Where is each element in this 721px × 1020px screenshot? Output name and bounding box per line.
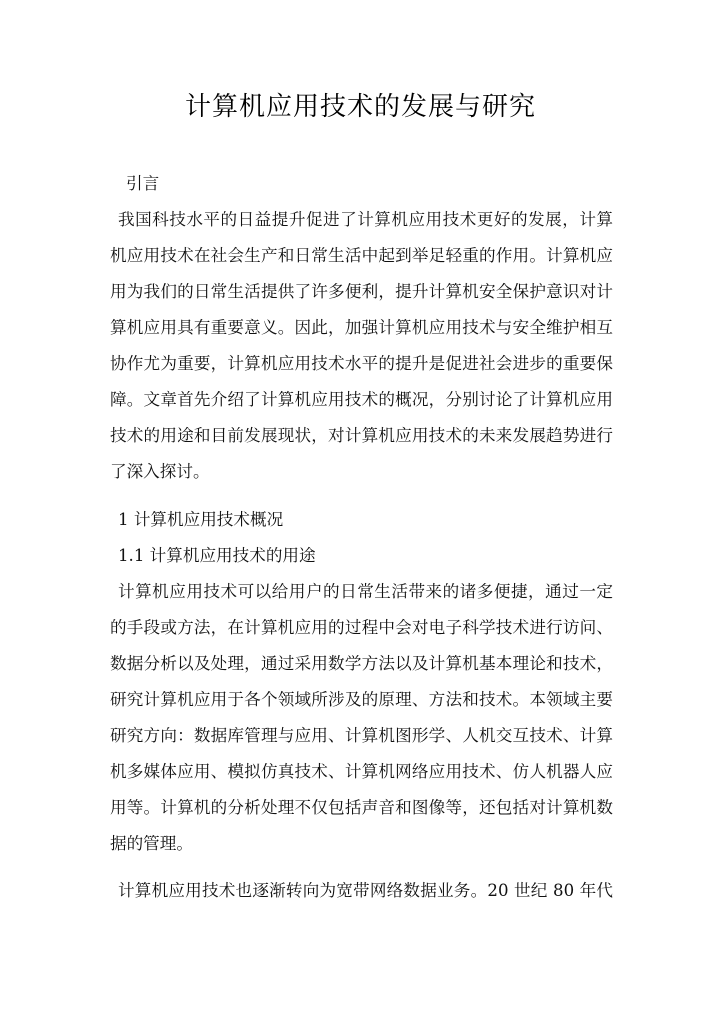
paragraph-line: 了深入探讨。 — [110, 462, 210, 481]
paragraph-line: 算机应用具有重要意义。因此，加强计算机应用技术与安全维护相互 — [110, 318, 613, 337]
paragraph-line: 计算机应用技术也逐渐转向为宽带网络数据业务。20 世纪 80 年代 — [118, 881, 613, 900]
paragraph-line: 据的管理。 — [110, 834, 193, 853]
paragraph-line: 技术的用途和目前发展现状，对计算机应用技术的未来发展趋势进行 — [110, 426, 613, 445]
intro-heading: 引言 — [126, 174, 160, 193]
paragraph-line: 机应用技术在社会生产和日常生活中起到举足轻重的作用。计算机应 — [110, 246, 613, 265]
paragraph-line: 协作尤为重要，计算机应用技术水平的提升是促进社会进步的重要保 — [110, 354, 613, 373]
section-1-1-heading: 1.1 计算机应用技术的用途 — [118, 546, 316, 565]
paragraph-line: 计算机应用技术可以给用户的日常生活带来的诸多便捷，通过一定 — [118, 582, 613, 601]
paragraph-line: 研究方向：数据库管理与应用、计算机图形学、人机交互技术、计算 — [110, 726, 613, 745]
paragraph-line: 我国科技水平的日益提升促进了计算机应用技术更好的发展，计算 — [118, 210, 613, 229]
paragraph-line: 用为我们的日常生活提供了许多便利，提升计算机安全保护意识对计 — [110, 282, 613, 301]
document-title: 计算机应用技术的发展与研究 — [184, 92, 536, 122]
paragraph-line: 机多媒体应用、模拟仿真技术、计算机网络应用技术、仿人机器人应 — [110, 762, 613, 781]
paragraph-line: 数据分析以及处理，通过采用数学方法以及计算机基本理论和技术， — [110, 654, 613, 673]
paragraph-line: 研究计算机应用于各个领域所涉及的原理、方法和技术。本领域主要 — [110, 690, 613, 709]
paragraph-line: 的手段或方法，在计算机应用的过程中会对电子科学技术进行访问、 — [110, 618, 613, 637]
paragraph-line: 用等。计算机的分析处理不仅包括声音和图像等，还包括对计算机数 — [110, 798, 613, 817]
section-1-heading: 1 计算机应用技术概况 — [118, 510, 284, 529]
paragraph-line: 障。文章首先介绍了计算机应用技术的概况，分别讨论了计算机应用 — [110, 390, 613, 409]
